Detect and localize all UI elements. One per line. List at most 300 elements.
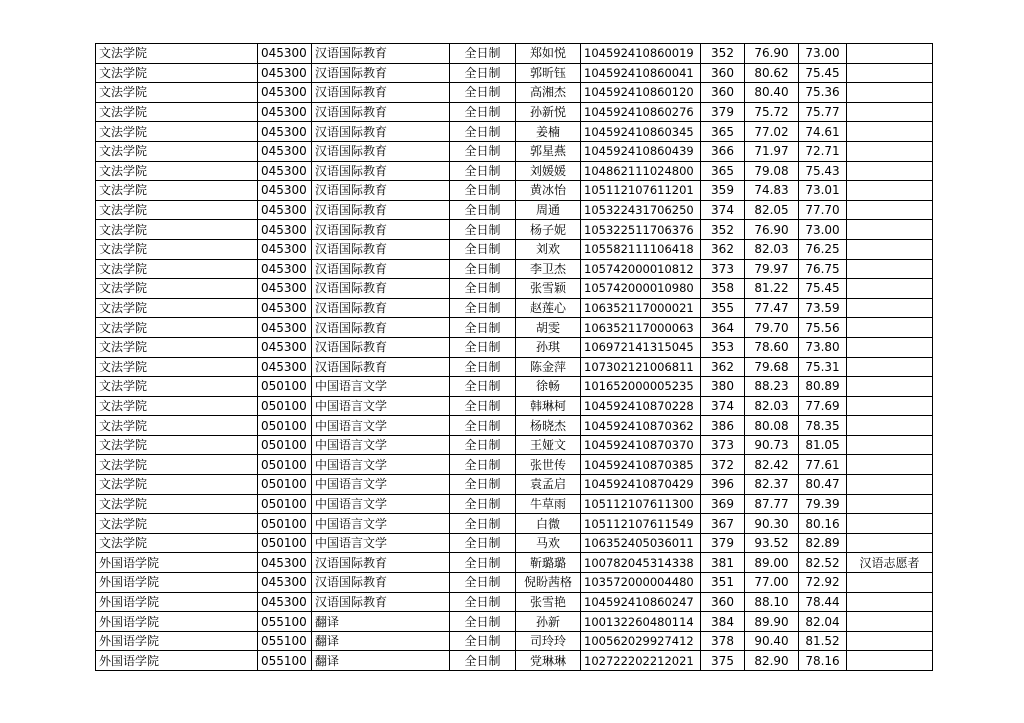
total-score-cell: 73.00 bbox=[799, 44, 847, 64]
college-cell: 文法学院 bbox=[96, 200, 258, 220]
student-name-cell: 韩琳柯 bbox=[516, 396, 581, 416]
table-row bbox=[96, 533, 933, 553]
major-code-cell: 045300 bbox=[258, 318, 312, 338]
student-name-cell: 袁孟启 bbox=[516, 475, 581, 495]
study-mode-cell: 全日制 bbox=[450, 494, 516, 514]
college-cell: 文法学院 bbox=[96, 161, 258, 181]
total-score-cell: 82.04 bbox=[799, 612, 847, 632]
college-cell: 文法学院 bbox=[96, 396, 258, 416]
table-row bbox=[96, 200, 933, 220]
major-code-cell: 050100 bbox=[258, 514, 312, 534]
retest-score-cell: 82.03 bbox=[745, 396, 799, 416]
total-score-cell: 73.80 bbox=[799, 337, 847, 357]
table-body bbox=[96, 44, 933, 671]
table-row bbox=[96, 494, 933, 514]
major-code-cell: 045300 bbox=[258, 161, 312, 181]
study-mode-cell: 全日制 bbox=[450, 239, 516, 259]
initial-score-cell: 384 bbox=[701, 612, 745, 632]
total-score-cell: 78.44 bbox=[799, 592, 847, 612]
table-row bbox=[96, 435, 933, 455]
initial-score-cell: 351 bbox=[701, 573, 745, 593]
major-code-cell: 050100 bbox=[258, 377, 312, 397]
study-mode-cell: 全日制 bbox=[450, 612, 516, 632]
remark-cell bbox=[847, 455, 933, 475]
retest-score-cell: 88.10 bbox=[745, 592, 799, 612]
remark-cell bbox=[847, 573, 933, 593]
table-row bbox=[96, 122, 933, 142]
total-score-cell: 79.39 bbox=[799, 494, 847, 514]
major-name-cell: 汉语国际教育 bbox=[312, 122, 450, 142]
remark-cell bbox=[847, 259, 933, 279]
remark-cell bbox=[847, 181, 933, 201]
major-name-cell: 中国语言文学 bbox=[312, 533, 450, 553]
student-name-cell: 刘媛媛 bbox=[516, 161, 581, 181]
college-cell: 文法学院 bbox=[96, 533, 258, 553]
study-mode-cell: 全日制 bbox=[450, 220, 516, 240]
college-cell: 文法学院 bbox=[96, 435, 258, 455]
initial-score-cell: 365 bbox=[701, 122, 745, 142]
student-name-cell: 王娅文 bbox=[516, 435, 581, 455]
total-score-cell: 73.59 bbox=[799, 298, 847, 318]
exam-id-cell: 104592410860439 bbox=[581, 141, 701, 161]
initial-score-cell: 353 bbox=[701, 337, 745, 357]
student-name-cell: 李卫杰 bbox=[516, 259, 581, 279]
remark-cell bbox=[847, 279, 933, 299]
major-name-cell: 汉语国际教育 bbox=[312, 181, 450, 201]
exam-id-cell: 104862111024800 bbox=[581, 161, 701, 181]
major-name-cell: 汉语国际教育 bbox=[312, 239, 450, 259]
major-name-cell: 汉语国际教育 bbox=[312, 318, 450, 338]
major-code-cell: 045300 bbox=[258, 44, 312, 64]
table-row bbox=[96, 651, 933, 671]
college-cell: 文法学院 bbox=[96, 181, 258, 201]
exam-id-cell: 105322511706376 bbox=[581, 220, 701, 240]
table-row bbox=[96, 298, 933, 318]
major-code-cell: 050100 bbox=[258, 494, 312, 514]
college-cell: 文法学院 bbox=[96, 259, 258, 279]
table-row bbox=[96, 44, 933, 64]
major-code-cell: 050100 bbox=[258, 416, 312, 436]
college-cell: 文法学院 bbox=[96, 298, 258, 318]
major-name-cell: 汉语国际教育 bbox=[312, 102, 450, 122]
study-mode-cell: 全日制 bbox=[450, 161, 516, 181]
college-cell: 文法学院 bbox=[96, 239, 258, 259]
exam-id-cell: 104592410860345 bbox=[581, 122, 701, 142]
college-cell: 文法学院 bbox=[96, 141, 258, 161]
table-row bbox=[96, 279, 933, 299]
remark-cell bbox=[847, 337, 933, 357]
retest-score-cell: 76.90 bbox=[745, 220, 799, 240]
initial-score-cell: 367 bbox=[701, 514, 745, 534]
major-name-cell: 汉语国际教育 bbox=[312, 161, 450, 181]
retest-score-cell: 89.00 bbox=[745, 553, 799, 573]
table-row bbox=[96, 455, 933, 475]
initial-score-cell: 374 bbox=[701, 200, 745, 220]
table-row bbox=[96, 102, 933, 122]
table-row bbox=[96, 220, 933, 240]
remark-cell bbox=[847, 592, 933, 612]
exam-id-cell: 100562029927412 bbox=[581, 631, 701, 651]
study-mode-cell: 全日制 bbox=[450, 475, 516, 495]
major-name-cell: 汉语国际教育 bbox=[312, 220, 450, 240]
retest-score-cell: 90.30 bbox=[745, 514, 799, 534]
major-code-cell: 045300 bbox=[258, 592, 312, 612]
total-score-cell: 80.89 bbox=[799, 377, 847, 397]
major-code-cell: 050100 bbox=[258, 396, 312, 416]
major-code-cell: 050100 bbox=[258, 435, 312, 455]
college-cell: 外国语学院 bbox=[96, 553, 258, 573]
remark-cell bbox=[847, 651, 933, 671]
total-score-cell: 78.16 bbox=[799, 651, 847, 671]
total-score-cell: 77.70 bbox=[799, 200, 847, 220]
major-name-cell: 汉语国际教育 bbox=[312, 298, 450, 318]
remark-cell bbox=[847, 63, 933, 83]
college-cell: 外国语学院 bbox=[96, 612, 258, 632]
initial-score-cell: 373 bbox=[701, 259, 745, 279]
total-score-cell: 80.47 bbox=[799, 475, 847, 495]
remark-cell bbox=[847, 298, 933, 318]
study-mode-cell: 全日制 bbox=[450, 357, 516, 377]
total-score-cell: 75.43 bbox=[799, 161, 847, 181]
remark-cell: 汉语志愿者 bbox=[847, 553, 933, 573]
student-name-cell: 孙新 bbox=[516, 612, 581, 632]
initial-score-cell: 358 bbox=[701, 279, 745, 299]
college-cell: 文法学院 bbox=[96, 63, 258, 83]
total-score-cell: 72.92 bbox=[799, 573, 847, 593]
major-name-cell: 中国语言文学 bbox=[312, 455, 450, 475]
college-cell: 外国语学院 bbox=[96, 651, 258, 671]
major-code-cell: 045300 bbox=[258, 102, 312, 122]
table-row bbox=[96, 573, 933, 593]
college-cell: 文法学院 bbox=[96, 494, 258, 514]
major-name-cell: 翻译 bbox=[312, 631, 450, 651]
exam-id-cell: 104592410860120 bbox=[581, 83, 701, 103]
student-name-cell: 靳璐璐 bbox=[516, 553, 581, 573]
study-mode-cell: 全日制 bbox=[450, 122, 516, 142]
remark-cell bbox=[847, 83, 933, 103]
table-row bbox=[96, 631, 933, 651]
student-name-cell: 周通 bbox=[516, 200, 581, 220]
student-name-cell: 姜楠 bbox=[516, 122, 581, 142]
exam-id-cell: 105322431706250 bbox=[581, 200, 701, 220]
study-mode-cell: 全日制 bbox=[450, 592, 516, 612]
initial-score-cell: 366 bbox=[701, 141, 745, 161]
retest-score-cell: 93.52 bbox=[745, 533, 799, 553]
study-mode-cell: 全日制 bbox=[450, 553, 516, 573]
initial-score-cell: 386 bbox=[701, 416, 745, 436]
exam-id-cell: 106352117000021 bbox=[581, 298, 701, 318]
total-score-cell: 75.31 bbox=[799, 357, 847, 377]
total-score-cell: 75.56 bbox=[799, 318, 847, 338]
initial-score-cell: 364 bbox=[701, 318, 745, 338]
remark-cell bbox=[847, 416, 933, 436]
remark-cell bbox=[847, 357, 933, 377]
table-row bbox=[96, 416, 933, 436]
initial-score-cell: 352 bbox=[701, 44, 745, 64]
initial-score-cell: 365 bbox=[701, 161, 745, 181]
remark-cell bbox=[847, 318, 933, 338]
major-code-cell: 050100 bbox=[258, 475, 312, 495]
remark-cell bbox=[847, 102, 933, 122]
college-cell: 文法学院 bbox=[96, 279, 258, 299]
student-name-cell: 胡雯 bbox=[516, 318, 581, 338]
retest-score-cell: 80.40 bbox=[745, 83, 799, 103]
remark-cell bbox=[847, 435, 933, 455]
remark-cell bbox=[847, 494, 933, 514]
major-code-cell: 055100 bbox=[258, 651, 312, 671]
study-mode-cell: 全日制 bbox=[450, 416, 516, 436]
initial-score-cell: 381 bbox=[701, 553, 745, 573]
total-score-cell: 73.00 bbox=[799, 220, 847, 240]
initial-score-cell: 379 bbox=[701, 102, 745, 122]
initial-score-cell: 396 bbox=[701, 475, 745, 495]
exam-id-cell: 100132260480114 bbox=[581, 612, 701, 632]
table-row bbox=[96, 357, 933, 377]
retest-score-cell: 90.73 bbox=[745, 435, 799, 455]
exam-id-cell: 104592410860247 bbox=[581, 592, 701, 612]
exam-id-cell: 105742000010980 bbox=[581, 279, 701, 299]
major-name-cell: 汉语国际教育 bbox=[312, 44, 450, 64]
exam-id-cell: 101652000005235 bbox=[581, 377, 701, 397]
study-mode-cell: 全日制 bbox=[450, 279, 516, 299]
table-row bbox=[96, 318, 933, 338]
retest-score-cell: 82.42 bbox=[745, 455, 799, 475]
student-name-cell: 司玲玲 bbox=[516, 631, 581, 651]
major-code-cell: 050100 bbox=[258, 455, 312, 475]
table-row bbox=[96, 141, 933, 161]
initial-score-cell: 379 bbox=[701, 533, 745, 553]
initial-score-cell: 362 bbox=[701, 357, 745, 377]
exam-id-cell: 107302121006811 bbox=[581, 357, 701, 377]
retest-score-cell: 77.02 bbox=[745, 122, 799, 142]
retest-score-cell: 88.23 bbox=[745, 377, 799, 397]
student-name-cell: 孙琪 bbox=[516, 337, 581, 357]
exam-id-cell: 104592410870370 bbox=[581, 435, 701, 455]
major-name-cell: 汉语国际教育 bbox=[312, 200, 450, 220]
retest-score-cell: 79.97 bbox=[745, 259, 799, 279]
retest-score-cell: 76.90 bbox=[745, 44, 799, 64]
student-name-cell: 张雪艳 bbox=[516, 592, 581, 612]
retest-score-cell: 80.08 bbox=[745, 416, 799, 436]
study-mode-cell: 全日制 bbox=[450, 631, 516, 651]
major-name-cell: 汉语国际教育 bbox=[312, 83, 450, 103]
major-code-cell: 045300 bbox=[258, 357, 312, 377]
initial-score-cell: 360 bbox=[701, 63, 745, 83]
exam-id-cell: 103572000004480 bbox=[581, 573, 701, 593]
major-code-cell: 055100 bbox=[258, 631, 312, 651]
remark-cell bbox=[847, 200, 933, 220]
retest-score-cell: 79.68 bbox=[745, 357, 799, 377]
exam-id-cell: 105112107611300 bbox=[581, 494, 701, 514]
retest-score-cell: 89.90 bbox=[745, 612, 799, 632]
student-name-cell: 郑如悦 bbox=[516, 44, 581, 64]
exam-id-cell: 104592410870385 bbox=[581, 455, 701, 475]
college-cell: 文法学院 bbox=[96, 102, 258, 122]
table-row bbox=[96, 514, 933, 534]
major-name-cell: 中国语言文学 bbox=[312, 514, 450, 534]
initial-score-cell: 374 bbox=[701, 396, 745, 416]
table-row bbox=[96, 396, 933, 416]
major-code-cell: 045300 bbox=[258, 298, 312, 318]
retest-score-cell: 82.37 bbox=[745, 475, 799, 495]
initial-score-cell: 369 bbox=[701, 494, 745, 514]
major-name-cell: 汉语国际教育 bbox=[312, 573, 450, 593]
total-score-cell: 80.16 bbox=[799, 514, 847, 534]
study-mode-cell: 全日制 bbox=[450, 102, 516, 122]
study-mode-cell: 全日制 bbox=[450, 377, 516, 397]
table-row bbox=[96, 377, 933, 397]
total-score-cell: 72.71 bbox=[799, 141, 847, 161]
study-mode-cell: 全日制 bbox=[450, 455, 516, 475]
total-score-cell: 76.25 bbox=[799, 239, 847, 259]
remark-cell bbox=[847, 533, 933, 553]
retest-score-cell: 90.40 bbox=[745, 631, 799, 651]
major-name-cell: 中国语言文学 bbox=[312, 494, 450, 514]
exam-id-cell: 106352117000063 bbox=[581, 318, 701, 338]
study-mode-cell: 全日制 bbox=[450, 83, 516, 103]
remark-cell bbox=[847, 239, 933, 259]
retest-score-cell: 71.97 bbox=[745, 141, 799, 161]
college-cell: 外国语学院 bbox=[96, 631, 258, 651]
major-name-cell: 汉语国际教育 bbox=[312, 357, 450, 377]
study-mode-cell: 全日制 bbox=[450, 63, 516, 83]
retest-score-cell: 79.08 bbox=[745, 161, 799, 181]
student-name-cell: 杨子妮 bbox=[516, 220, 581, 240]
student-name-cell: 刘欢 bbox=[516, 239, 581, 259]
total-score-cell: 73.01 bbox=[799, 181, 847, 201]
college-cell: 文法学院 bbox=[96, 122, 258, 142]
total-score-cell: 75.45 bbox=[799, 63, 847, 83]
initial-score-cell: 355 bbox=[701, 298, 745, 318]
table-row bbox=[96, 592, 933, 612]
major-name-cell: 中国语言文学 bbox=[312, 377, 450, 397]
initial-score-cell: 380 bbox=[701, 377, 745, 397]
student-name-cell: 黄冰怡 bbox=[516, 181, 581, 201]
student-name-cell: 郭昕钰 bbox=[516, 63, 581, 83]
retest-score-cell: 87.77 bbox=[745, 494, 799, 514]
college-cell: 文法学院 bbox=[96, 357, 258, 377]
initial-score-cell: 360 bbox=[701, 83, 745, 103]
total-score-cell: 74.61 bbox=[799, 122, 847, 142]
remark-cell bbox=[847, 377, 933, 397]
total-score-cell: 82.52 bbox=[799, 553, 847, 573]
study-mode-cell: 全日制 bbox=[450, 298, 516, 318]
total-score-cell: 75.77 bbox=[799, 102, 847, 122]
college-cell: 文法学院 bbox=[96, 83, 258, 103]
remark-cell bbox=[847, 514, 933, 534]
remark-cell bbox=[847, 220, 933, 240]
initial-score-cell: 362 bbox=[701, 239, 745, 259]
retest-score-cell: 74.83 bbox=[745, 181, 799, 201]
student-name-cell: 马欢 bbox=[516, 533, 581, 553]
major-code-cell: 045300 bbox=[258, 63, 312, 83]
retest-score-cell: 82.05 bbox=[745, 200, 799, 220]
exam-id-cell: 105742000010812 bbox=[581, 259, 701, 279]
exam-id-cell: 104592410860041 bbox=[581, 63, 701, 83]
remark-cell bbox=[847, 161, 933, 181]
initial-score-cell: 378 bbox=[701, 631, 745, 651]
student-name-cell: 陈金萍 bbox=[516, 357, 581, 377]
college-cell: 文法学院 bbox=[96, 377, 258, 397]
study-mode-cell: 全日制 bbox=[450, 514, 516, 534]
table-row bbox=[96, 63, 933, 83]
retest-score-cell: 75.72 bbox=[745, 102, 799, 122]
study-mode-cell: 全日制 bbox=[450, 337, 516, 357]
major-code-cell: 045300 bbox=[258, 220, 312, 240]
study-mode-cell: 全日制 bbox=[450, 573, 516, 593]
student-name-cell: 白微 bbox=[516, 514, 581, 534]
retest-score-cell: 81.22 bbox=[745, 279, 799, 299]
student-name-cell: 高湘杰 bbox=[516, 83, 581, 103]
college-cell: 文法学院 bbox=[96, 44, 258, 64]
table-row bbox=[96, 337, 933, 357]
major-name-cell: 汉语国际教育 bbox=[312, 259, 450, 279]
exam-id-cell: 100782045314338 bbox=[581, 553, 701, 573]
retest-score-cell: 82.90 bbox=[745, 651, 799, 671]
student-name-cell: 徐畅 bbox=[516, 377, 581, 397]
student-name-cell: 赵莲心 bbox=[516, 298, 581, 318]
remark-cell bbox=[847, 612, 933, 632]
retest-score-cell: 77.00 bbox=[745, 573, 799, 593]
student-name-cell: 牛草雨 bbox=[516, 494, 581, 514]
remark-cell bbox=[847, 122, 933, 142]
initial-score-cell: 372 bbox=[701, 455, 745, 475]
exam-id-cell: 102722202212021 bbox=[581, 651, 701, 671]
exam-id-cell: 104592410870429 bbox=[581, 475, 701, 495]
table-row bbox=[96, 612, 933, 632]
total-score-cell: 75.45 bbox=[799, 279, 847, 299]
exam-id-cell: 106352405036011 bbox=[581, 533, 701, 553]
college-cell: 外国语学院 bbox=[96, 573, 258, 593]
study-mode-cell: 全日制 bbox=[450, 259, 516, 279]
student-name-cell: 党琳琳 bbox=[516, 651, 581, 671]
student-name-cell: 郭星燕 bbox=[516, 141, 581, 161]
college-cell: 文法学院 bbox=[96, 337, 258, 357]
major-code-cell: 050100 bbox=[258, 533, 312, 553]
remark-cell bbox=[847, 44, 933, 64]
total-score-cell: 82.89 bbox=[799, 533, 847, 553]
study-mode-cell: 全日制 bbox=[450, 435, 516, 455]
remark-cell bbox=[847, 475, 933, 495]
major-code-cell: 045300 bbox=[258, 200, 312, 220]
initial-score-cell: 373 bbox=[701, 435, 745, 455]
student-name-cell: 张雪颖 bbox=[516, 279, 581, 299]
exam-id-cell: 104592410870228 bbox=[581, 396, 701, 416]
retest-score-cell: 78.60 bbox=[745, 337, 799, 357]
exam-id-cell: 105112107611549 bbox=[581, 514, 701, 534]
initial-score-cell: 359 bbox=[701, 181, 745, 201]
total-score-cell: 76.75 bbox=[799, 259, 847, 279]
major-name-cell: 中国语言文学 bbox=[312, 396, 450, 416]
student-name-cell: 孙新悦 bbox=[516, 102, 581, 122]
major-code-cell: 045300 bbox=[258, 141, 312, 161]
table-row bbox=[96, 181, 933, 201]
exam-id-cell: 105112107611201 bbox=[581, 181, 701, 201]
retest-score-cell: 79.70 bbox=[745, 318, 799, 338]
college-cell: 文法学院 bbox=[96, 318, 258, 338]
college-cell: 文法学院 bbox=[96, 455, 258, 475]
admission-list-table bbox=[95, 43, 933, 671]
student-name-cell: 倪盼茜格 bbox=[516, 573, 581, 593]
major-name-cell: 汉语国际教育 bbox=[312, 279, 450, 299]
study-mode-cell: 全日制 bbox=[450, 318, 516, 338]
major-code-cell: 045300 bbox=[258, 279, 312, 299]
exam-id-cell: 106972141315045 bbox=[581, 337, 701, 357]
major-name-cell: 翻译 bbox=[312, 612, 450, 632]
major-name-cell: 汉语国际教育 bbox=[312, 141, 450, 161]
exam-id-cell: 105582111106418 bbox=[581, 239, 701, 259]
exam-id-cell: 104592410860276 bbox=[581, 102, 701, 122]
